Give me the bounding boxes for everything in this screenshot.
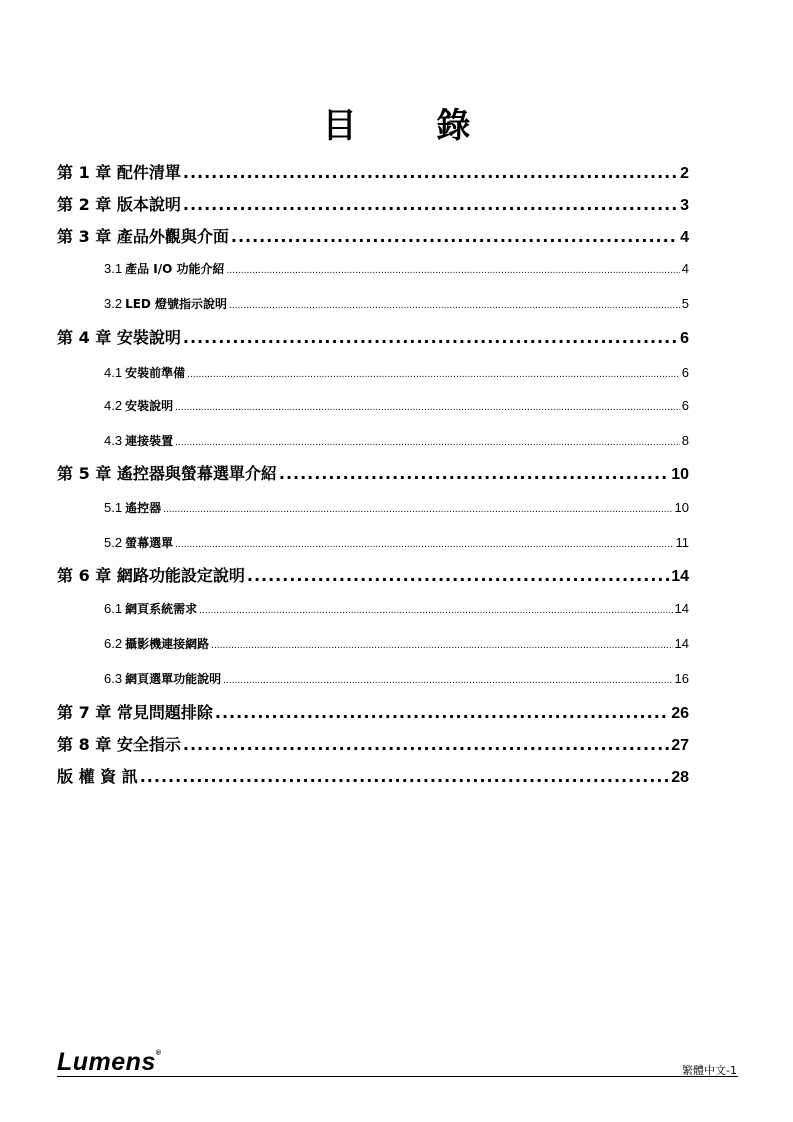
dot-leader xyxy=(247,566,669,585)
brand-logo-text: Lumens xyxy=(57,1048,156,1076)
toc-section-number: 6.3 xyxy=(104,671,123,686)
toc-section-entry[interactable] xyxy=(104,432,689,452)
dot-leader xyxy=(199,602,672,617)
toc-page-number: 6 xyxy=(681,398,689,413)
toc-section-title: 連接裝置 xyxy=(125,434,174,448)
dot-leader xyxy=(211,637,672,652)
toc-chapter-entry[interactable] xyxy=(57,461,689,485)
toc-section-label xyxy=(104,260,224,277)
toc-chapter-entry[interactable] xyxy=(57,160,689,184)
toc-section-number: 6.2 xyxy=(104,636,123,651)
toc-section-label xyxy=(104,635,209,652)
footer-page-number: 繁體中文-1 xyxy=(682,1064,737,1077)
toc-page-number: 4 xyxy=(681,261,689,276)
toc-section-number: 4.2 xyxy=(104,398,123,413)
brand-logo xyxy=(57,1048,162,1077)
toc-section-title: 安裝前準備 xyxy=(125,366,186,380)
toc-chapter-label: 版 權 資 訊 xyxy=(57,767,138,786)
toc-chapter-label: 第 2 章 版本說明 xyxy=(57,195,181,214)
toc-section-label xyxy=(104,600,197,617)
page-title: 目 錄 xyxy=(322,106,505,146)
registered-mark: ® xyxy=(155,1050,162,1057)
dot-leader xyxy=(183,163,678,182)
toc-section-title: 網頁系統需求 xyxy=(125,602,198,616)
toc-section-title: 遙控器 xyxy=(125,501,162,515)
dot-leader xyxy=(215,703,669,722)
toc-section-entry[interactable] xyxy=(104,499,689,519)
toc-section-title: 攝影機連接網路 xyxy=(125,637,210,651)
toc-chapter-label: 第 7 章 常見問題排除 xyxy=(57,703,213,722)
dot-leader xyxy=(279,464,669,483)
toc-chapter-entry[interactable] xyxy=(57,192,689,216)
toc-section-number: 5.1 xyxy=(104,500,123,515)
toc-section-label xyxy=(104,534,173,551)
dot-leader xyxy=(183,195,678,214)
toc-section-title: 安裝說明 xyxy=(125,399,174,413)
toc-section-number: 4.3 xyxy=(104,433,123,448)
toc-page-number: 5 xyxy=(681,296,689,311)
toc-page-number: 10 xyxy=(671,466,689,483)
toc-chapter-label: 第 4 章 安裝說明 xyxy=(57,328,181,347)
dot-leader xyxy=(231,227,678,246)
toc-section-title: 螢幕選單 xyxy=(125,536,174,550)
toc-section-title: LED 燈號指示說明 xyxy=(125,297,228,311)
toc-chapter-label: 第 3 章 產品外觀與介面 xyxy=(57,227,229,246)
toc-page-number: 6 xyxy=(680,330,689,347)
toc-chapter-entry[interactable] xyxy=(57,325,689,349)
toc-section-entry[interactable] xyxy=(104,635,689,655)
dot-leader xyxy=(229,297,680,312)
toc-page-number: 3 xyxy=(680,197,689,214)
toc-section-entry[interactable] xyxy=(104,534,689,554)
toc-section-number: 5.2 xyxy=(104,535,123,550)
toc-section-number: 6.1 xyxy=(104,601,123,616)
toc-page-number: 10 xyxy=(674,500,689,515)
toc-section-entry[interactable] xyxy=(104,260,689,280)
dot-leader xyxy=(226,262,679,277)
toc-section-entry[interactable] xyxy=(104,670,689,690)
dot-leader xyxy=(163,501,672,516)
dot-leader xyxy=(175,536,673,551)
dot-leader xyxy=(183,735,669,754)
toc-page-number: 2 xyxy=(680,165,689,182)
toc-section-label xyxy=(104,670,221,687)
toc-page-number: 14 xyxy=(674,636,689,651)
dot-leader xyxy=(175,399,680,414)
toc-page-number: 8 xyxy=(681,433,689,448)
dot-leader xyxy=(175,434,680,449)
toc-section-entry[interactable] xyxy=(104,364,689,384)
toc-chapter-entry[interactable] xyxy=(57,700,689,724)
toc-section-label xyxy=(104,364,185,381)
footer-divider xyxy=(57,1076,738,1077)
toc-page-number: 28 xyxy=(671,769,689,786)
toc-chapter-label: 第 6 章 網路功能設定說明 xyxy=(57,566,245,585)
toc-section-number: 3.1 xyxy=(104,261,123,276)
toc-chapter-label: 第 8 章 安全指示 xyxy=(57,735,181,754)
toc-page-number: 26 xyxy=(671,705,689,722)
dot-leader xyxy=(140,767,669,786)
toc-section-entry[interactable] xyxy=(104,600,689,620)
toc-section-label xyxy=(104,397,173,414)
dot-leader xyxy=(183,328,678,347)
toc-chapter-entry[interactable] xyxy=(57,732,689,756)
toc-section-entry[interactable] xyxy=(104,295,689,315)
toc-section-label xyxy=(104,499,161,516)
toc-page-number: 14 xyxy=(674,601,689,616)
toc-chapter-entry[interactable] xyxy=(57,563,689,587)
toc-section-number: 3.2 xyxy=(104,296,123,311)
toc-page-number: 16 xyxy=(674,671,689,686)
toc-section-number: 4.1 xyxy=(104,365,123,380)
toc-section-title: 產品 I/O 功能介紹 xyxy=(125,262,225,276)
toc-chapter-entry[interactable] xyxy=(57,224,689,248)
dot-leader xyxy=(223,672,672,687)
toc-page-number: 14 xyxy=(671,568,689,585)
toc-chapter-entry[interactable] xyxy=(57,764,689,788)
toc-chapter-label: 第 1 章 配件清單 xyxy=(57,163,181,182)
toc-section-entry[interactable] xyxy=(104,397,689,417)
toc-page-number: 27 xyxy=(671,737,689,754)
dot-leader xyxy=(187,366,680,381)
toc-section-title: 網頁選單功能說明 xyxy=(125,672,222,686)
toc-page-number: 11 xyxy=(675,535,689,550)
toc-section-label xyxy=(104,295,227,312)
toc-section-label xyxy=(104,432,173,449)
toc-chapter-label: 第 5 章 遙控器與螢幕選單介紹 xyxy=(57,464,277,483)
toc-page-number: 6 xyxy=(681,365,689,380)
toc-page-number: 4 xyxy=(680,229,689,246)
